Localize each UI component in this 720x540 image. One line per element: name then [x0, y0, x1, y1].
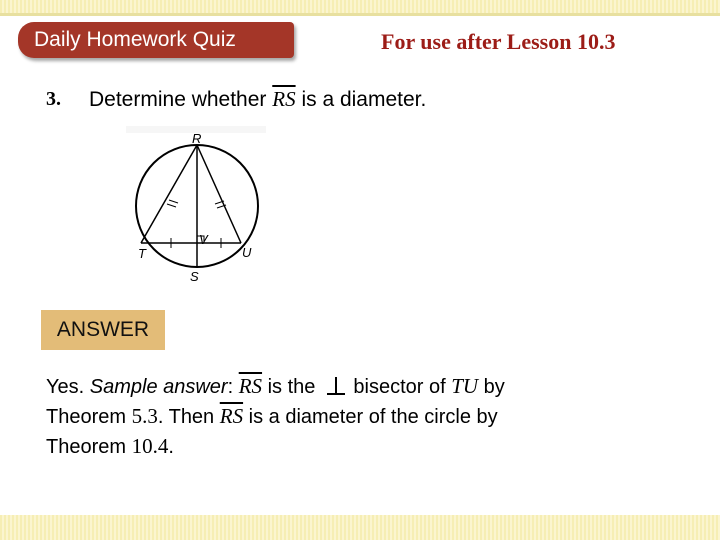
- is-the-text: is the: [267, 376, 316, 398]
- answer-intro: Yes.: [46, 376, 85, 398]
- answer-line-2: [46, 404, 498, 429]
- answer-label: ANSWER: [56, 318, 150, 341]
- segment-rs: $\overline{RS}$: [238, 374, 263, 398]
- answer-line-1: [46, 374, 505, 399]
- question-text: [89, 87, 426, 112]
- theorem-number: 10.4: [131, 434, 169, 458]
- top-decorative-stripe: [0, 0, 720, 13]
- quiz-title-tab: [18, 22, 294, 58]
- colon: :: [227, 376, 234, 398]
- label-s: S: [190, 269, 199, 284]
- quiz-title: Daily Homework Quiz: [34, 28, 236, 51]
- period: .: [168, 436, 174, 458]
- segment-tu: TU: [451, 374, 479, 398]
- segment-rs: $\overline{RS}$: [272, 87, 296, 111]
- question-text-before: Determine whether: [89, 88, 267, 111]
- tick-rt-2: [167, 204, 176, 207]
- tick-rt-1: [169, 200, 178, 203]
- answer-line-3: [46, 434, 174, 459]
- lesson-note: For use after Lesson 10.3: [381, 29, 616, 54]
- theorem-text: Theorem: [46, 436, 127, 458]
- diameter-text: is a diameter of the circle by: [248, 406, 498, 428]
- label-t: T: [138, 246, 146, 261]
- question-text-after: is a diameter.: [301, 88, 427, 111]
- segment-rs: $\overline{RS}$: [219, 404, 244, 428]
- bottom-decorative-stripe: [0, 515, 720, 540]
- perpendicular-icon: [327, 377, 345, 395]
- label-v: V: [199, 232, 208, 247]
- by-text: by: [483, 376, 505, 398]
- bisector-text: bisector of: [353, 376, 446, 398]
- top-divider: [0, 13, 720, 16]
- sample-answer-label: Sample answer: [89, 376, 228, 398]
- circle-figure: [126, 126, 276, 286]
- question-number: 3.: [46, 88, 61, 110]
- label-u: U: [242, 245, 252, 260]
- label-r: R: [192, 131, 202, 146]
- theorem-number: 5.3: [131, 404, 158, 428]
- segment-rt: [141, 145, 197, 243]
- segment-ru: [197, 145, 241, 243]
- then-text: . Then: [157, 406, 215, 428]
- answer-label-box: [41, 310, 165, 350]
- theorem-text: Theorem: [46, 406, 127, 428]
